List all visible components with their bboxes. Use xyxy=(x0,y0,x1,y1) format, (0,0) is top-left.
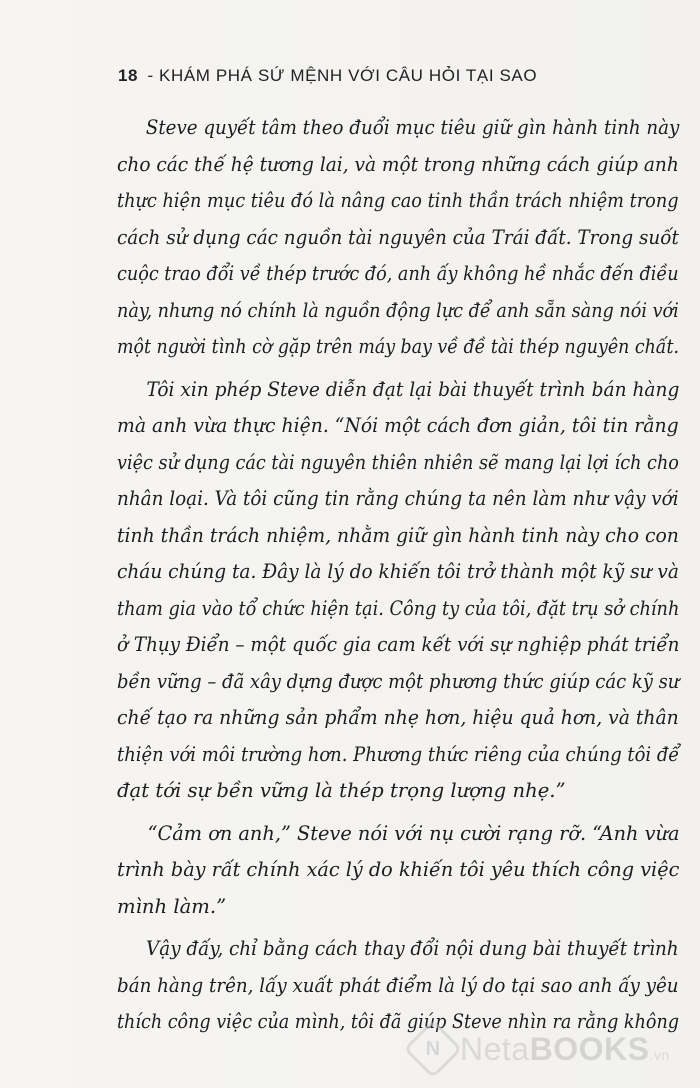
text-line: bán hàng trên, lấy xuất phát điểm là lý do tại sao anh ấy yêu xyxy=(117,973,679,997)
text-line: chế tạo ra những sản phẩm nhẹ hơn, hiệu quả hơn, và thân xyxy=(117,706,679,729)
text-line: “Cảm ơn anh,” Steve nói với nụ cười rạng rỡ. “Anh vừa xyxy=(147,821,680,845)
text-line: cách sử dụng các nguồn tài nguyên của Trái đất. Trong suốt xyxy=(117,225,679,249)
text-line: trình bày rất chính xác lý do khiến tôi yêu thích công việc xyxy=(117,858,680,881)
text-line: mình làm.” xyxy=(117,894,227,918)
netabooks-watermark xyxy=(412,1028,670,1070)
text-line: Tôi xin phép Steve diễn đạt lại bài thuyết trình bán hàng xyxy=(146,377,680,401)
text-line: mà anh vừa thực hiện. “Nói một cách đơn giản, tôi tin rằng xyxy=(117,414,679,437)
text-line: việc sử dụng các tài nguyên thiên nhiên sẽ mang lại lợi ích cho xyxy=(117,450,679,474)
text-line: tinh thần trách nhiệm, nhằm giữ gìn hành tinh này cho con xyxy=(117,523,679,547)
paragraph-3 xyxy=(117,816,679,926)
text-line: Steve quyết tâm theo đuổi mục tiêu giữ gìn hành tinh này xyxy=(145,116,680,139)
paragraph-1 xyxy=(117,110,679,366)
running-header xyxy=(118,66,537,86)
watermark-brand-bold: BOOKS xyxy=(529,1030,650,1067)
text-line: cháu chúng ta. Đây là lý do khiến tôi trở thành một kỹ sư và xyxy=(117,560,679,583)
chapter-title: - KHÁM PHÁ SỨ MỆNH VỚI CÂU HỎI TẠI SAO xyxy=(147,66,538,85)
text-line: cho các thế hệ tương lai, và một trong những cách giúp anh xyxy=(117,152,679,176)
text-line: cuộc trao đổi về thép trước đó, anh ấy không hề nhắc đến điều xyxy=(117,262,679,285)
text-line: nhân loại. Và tôi cũng tin rằng chúng ta nên làm như vậy với xyxy=(117,487,679,510)
watermark-suffix: .vn xyxy=(649,1046,670,1063)
text-line: thực hiện mục tiêu đó là nâng cao tinh thần trách nhiệm trong xyxy=(117,189,679,212)
watermark-brand-light: Neta xyxy=(460,1030,530,1067)
text-line: đạt tới sự bền vững là thép trọng lượng nhẹ.” xyxy=(117,779,566,802)
page-number: 18 xyxy=(118,66,139,85)
text-line: tham gia vào tổ chức hiện tại. Công ty của tôi, đặt trụ sở chính xyxy=(117,596,680,620)
netabooks-logo-icon: N xyxy=(403,1019,462,1078)
watermark-text xyxy=(460,1031,670,1068)
text-line: một người tình cờ gặp trên máy bay về đề tài thép nguyên chất. xyxy=(117,335,679,358)
paragraph-2 xyxy=(117,372,679,810)
text-line: Vậy đấy, chỉ bằng cách thay đổi nội dung bài thuyết trình xyxy=(146,937,679,960)
text-line: thiện với môi trường hơn. Phương thức riêng của chúng tôi để xyxy=(117,742,680,766)
text-line: này, nhưng nó chính là nguồn động lực để anh sẵn sàng nói với xyxy=(117,298,679,322)
text-line: thích công việc của mình, tôi đã giúp Steve nhìn ra rằng không xyxy=(117,1010,680,1033)
body-text xyxy=(117,110,679,1041)
text-line: ở Thụy Điển – một quốc gia cam kết với sự nghiệp phát triển xyxy=(117,633,680,656)
paragraph-4 xyxy=(117,931,679,1041)
text-line: bền vững – đã xây dựng được một phương thức giúp các kỹ sư xyxy=(117,669,680,693)
